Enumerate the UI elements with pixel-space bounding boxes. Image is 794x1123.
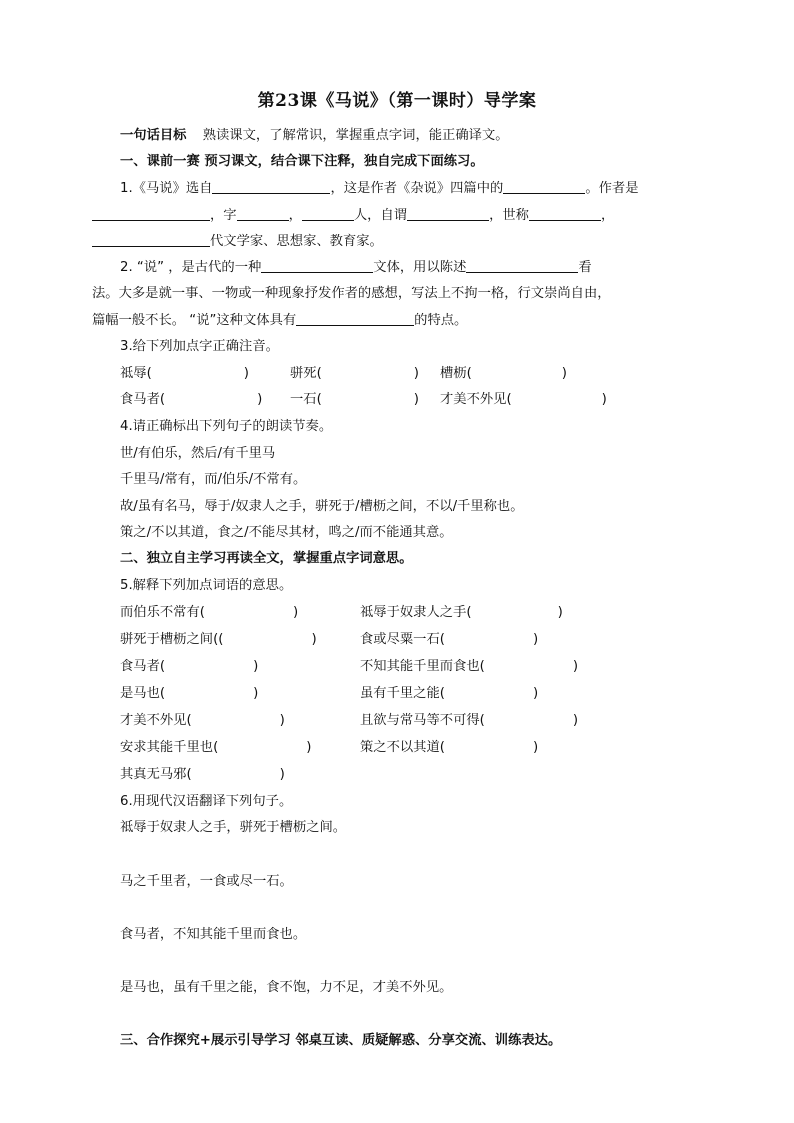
blank[interactable] bbox=[296, 312, 414, 326]
goal-line bbox=[120, 128, 509, 144]
blank[interactable] bbox=[503, 180, 585, 194]
blank[interactable] bbox=[466, 259, 578, 273]
pinyin-item[interactable]: 骈死( ) bbox=[290, 366, 419, 381]
q2-line1: 2. “说” ，是古代的一种 文体，用以陈述 看 bbox=[120, 260, 592, 275]
q5-item[interactable]: 祗辱于奴隶人之手( ) bbox=[360, 605, 563, 620]
blank[interactable] bbox=[92, 233, 210, 247]
q1-line1: 1.《马说》选自 ，这是作者《杂说》四篇中的 。作者是 bbox=[120, 181, 639, 196]
page-title: 第23课《马说》（第一课时）导学案 bbox=[257, 91, 537, 111]
goal-label: 一句话目标 bbox=[120, 128, 187, 143]
q1-line2: ，字 ， 人，自谓 ，世称 ， bbox=[92, 207, 614, 224]
q5-item[interactable]: 策之不以其道( ) bbox=[360, 740, 539, 755]
blank[interactable] bbox=[529, 207, 601, 221]
blank[interactable] bbox=[302, 207, 354, 221]
q5-item[interactable]: 其真无马邪( ) bbox=[120, 767, 285, 782]
q1-line3: 代文学家、思想家、教育家。 bbox=[92, 233, 383, 250]
q5-item[interactable]: 且欲与常马等不可得( ) bbox=[360, 713, 579, 728]
q6-prompt: 6.用现代汉语翻译下列句子。 bbox=[120, 794, 293, 809]
q5-item[interactable]: 安求其能千里也( ) bbox=[120, 740, 312, 755]
blank[interactable] bbox=[407, 207, 489, 221]
rhythm-line: 千里马/常有，而/伯乐/不常有。 bbox=[120, 472, 307, 487]
translate-sentence: 马之千里者，一食或尽一石。 bbox=[120, 874, 293, 889]
q5-item[interactable]: 是马也( ) bbox=[120, 686, 259, 701]
pinyin-item[interactable]: 一石( ) bbox=[290, 392, 419, 407]
pinyin-item[interactable]: 祗辱( ) bbox=[120, 366, 249, 381]
pinyin-item[interactable]: 才美不外见( ) bbox=[440, 392, 607, 407]
pinyin-item[interactable]: 槽枥( ) bbox=[440, 366, 567, 381]
q4-prompt: 4.请正确标出下列句子的朗读节奏。 bbox=[120, 419, 333, 434]
part1-heading: 一、课前一赛 预习课文，结合课下注释，独自完成下面练习。 bbox=[120, 154, 484, 169]
blank[interactable] bbox=[261, 259, 373, 273]
q5-prompt: 5.解释下列加点词语的意思。 bbox=[120, 578, 293, 593]
q5-item[interactable]: 骈死于槽枥之间(( ) bbox=[120, 632, 317, 647]
blank[interactable] bbox=[92, 207, 210, 221]
rhythm-line: 故/虽有名马，辱于/奴隶人之手，骈死于/槽枥之间，不以/千里称也。 bbox=[120, 499, 524, 514]
q5-item[interactable]: 食马者( ) bbox=[120, 659, 259, 674]
q5-item[interactable]: 食或尽粟一石( ) bbox=[360, 632, 539, 647]
q5-item[interactable]: 不知其能千里而食也( ) bbox=[360, 659, 579, 674]
translate-sentence: 是马也，虽有千里之能，食不饱，力不足，才美不外见。 bbox=[120, 980, 453, 995]
q5-item[interactable]: 才美不外见( ) bbox=[120, 713, 285, 728]
part2-heading: 二、独立自主学习再读全文，掌握重点字词意思。 bbox=[120, 551, 413, 566]
q5-item[interactable]: 虽有千里之能( ) bbox=[360, 686, 539, 701]
translate-sentence: 食马者，不知其能千里而食也。 bbox=[120, 927, 307, 942]
q3-row1 bbox=[120, 366, 640, 382]
q5-item[interactable]: 而伯乐不常有( ) bbox=[120, 605, 299, 620]
blank[interactable] bbox=[237, 207, 289, 221]
q2-line3: 篇幅一般不长。 “说”这种文体具有 的特点。 bbox=[92, 313, 468, 328]
q3-prompt: 3.给下列加点字正确注音。 bbox=[120, 339, 279, 354]
blank[interactable] bbox=[212, 180, 330, 194]
q2-line2: 法。大多是就一事、一物或一种现象抒发作者的感想，写法上不拘一格，行文崇尚自由， bbox=[92, 286, 611, 301]
goal-text: 熟读课文，了解常识，掌握重点字词，能正确译文。 bbox=[202, 128, 509, 143]
pinyin-item[interactable]: 食马者( ) bbox=[120, 392, 263, 407]
rhythm-line: 策之/不以其道，食之/不能尽其材，鸣之/而不能通其意。 bbox=[120, 525, 453, 540]
translate-sentence: 祗辱于奴隶人之手，骈死于槽枥之间。 bbox=[120, 820, 347, 835]
q3-row2 bbox=[120, 392, 640, 408]
part3-heading: 三、合作探究+展示引导学习 邻桌互读、质疑解惑、分享交流、训练表达。 bbox=[120, 1033, 562, 1048]
rhythm-line: 世/有伯乐，然后/有千里马 bbox=[120, 446, 276, 461]
